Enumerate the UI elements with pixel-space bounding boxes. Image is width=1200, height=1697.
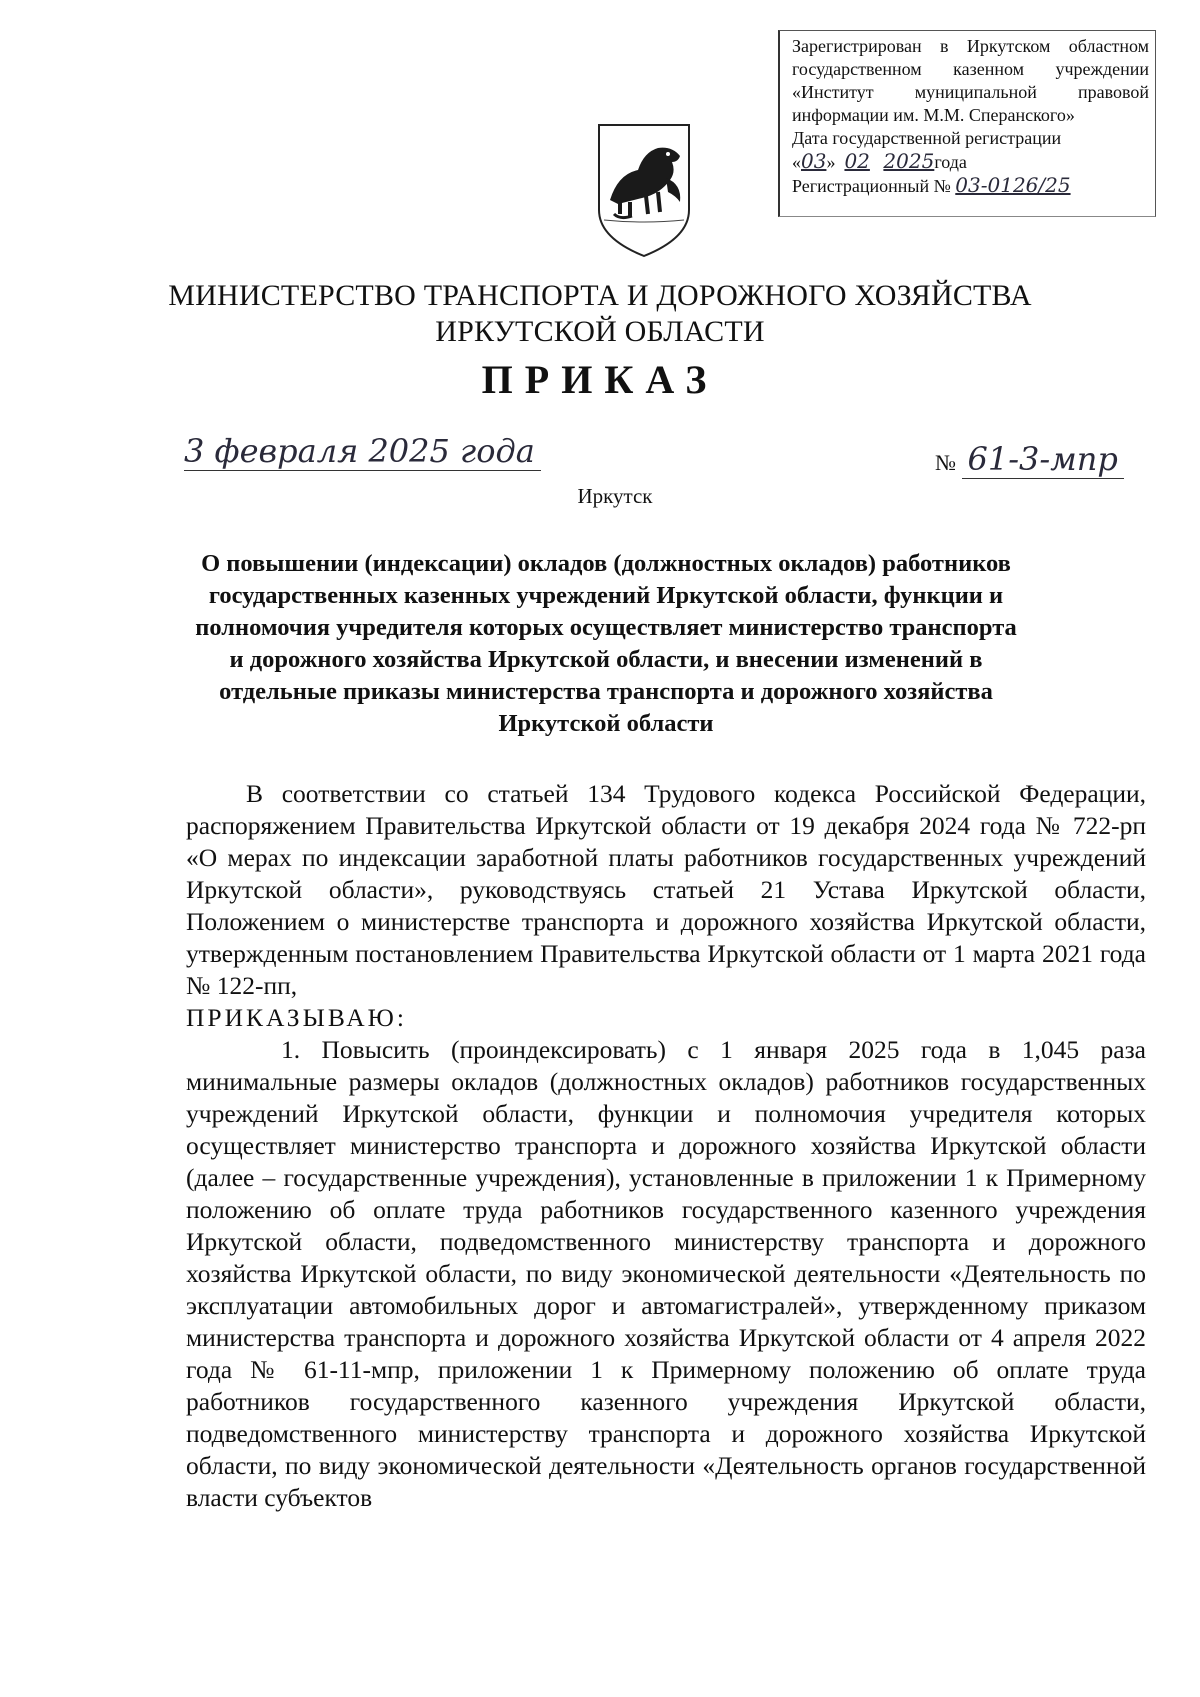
order-heading — [150, 548, 1062, 740]
ministry-line: МИНИСТЕРСТВО ТРАНСПОРТА И ДОРОЖНОГО ХОЗЯЙСТВА — [168, 279, 1032, 312]
stamp-date-day: 03 — [801, 149, 827, 173]
heading-line: полномочия учредителя которых осуществляет министерство транспорта — [195, 614, 1017, 641]
city-name: Иркутск — [577, 484, 653, 508]
heading-line: и дорожного хозяйства Иркутской области, и внесении изменений в — [229, 646, 983, 673]
heading-line: отдельные приказы министерства транспорта и дорожного хозяйства — [219, 678, 993, 705]
stamp-date-month: 02 — [844, 149, 870, 173]
stamp-reg-line — [792, 174, 1149, 198]
heading-line: государственных казенных учреждений Иркутской области, функции и — [208, 582, 1004, 609]
stamp-date-open: « — [792, 152, 801, 172]
heading-line: О повышении (индексации) окладов (должностных окладов) работников — [201, 550, 1011, 577]
stamp-date-line — [792, 150, 1149, 174]
order-number — [935, 440, 1124, 478]
stamp-reg-number: 03-0126/25 — [955, 173, 1071, 197]
registration-stamp — [778, 30, 1156, 217]
order-word: ПРИКАЗЫВАЮ: — [186, 1003, 407, 1032]
stamp-reg-label: Регистрационный № — [792, 176, 951, 196]
body-paragraph: В соответствии со статьей 134 Трудового кодекса Российской Федерации, распоряжением Правительства Иркутской области от 19 декабря 2024 года № 722-рп «О мерах по индексации заработной платы работников государственных учреждений Иркутской области», руководствуясь статьей 21 Устава Иркутской области, Положением о министерстве транспорта и дорожного хозяйства Иркутской области, утвержденным постановлением Правительства Иркутской области от 1 марта 2021 года № 122-пп, — [186, 779, 1146, 1000]
document-type-title: ПРИКАЗ — [481, 357, 719, 402]
coat-of-arms-icon — [596, 122, 692, 262]
stamp-date-suffix: года — [934, 152, 967, 172]
handwritten-date: 3 февраля 2025 года — [184, 432, 541, 471]
stamp-date-close: » — [826, 152, 836, 172]
heading-line: Иркутской области — [498, 710, 714, 737]
stamp-line: информации им. М.М. Сперанского» — [792, 105, 1075, 125]
stamp-line: государственном казенном учреждении — [792, 59, 1149, 79]
stamp-line: Дата государственной регистрации — [792, 128, 1062, 148]
ministry-name — [150, 278, 1050, 350]
order-body — [186, 778, 1146, 1514]
stamp-date-year: 2025 — [883, 149, 935, 173]
body-paragraph: 1. Повысить (проиндексировать) с 1 января 2025 года в 1,045 раза минимальные размеры окладов (должностных окладов) работников государственных учреждений Иркутской области, функции и полномочия учредителя которых осуществляет министерство транспорта и дорожного хозяйства Иркутской области (далее – государственные учреждения), установленные в приложении 1 к Примерному положению об оплате труда работников государственного казенного учреждения Иркутской области, подведомственного министерству транспорта и дорожного хозяйства Иркутской области, по виду экономической деятельности «Деятельность по эксплуатации автомобильных дорог и автомагистралей», утвержденному приказом министерства транспорта и дорожного хозяйства Иркутской области от 4 апреля 2022 года № 61-11-мпр, приложении 1 к Примерному положению об оплате труда работников государственного казенного учреждения Иркутской области, подведомственного министерству транспорта и дорожного хозяйства Иркутской области, по виду экономической деятельности «Деятельность органов государственной власти субъектов — [186, 1035, 1146, 1512]
ministry-line: ИРКУТСКОЙ ОБЛАСТИ — [435, 315, 765, 348]
number-label: № — [935, 450, 956, 475]
handwritten-number: 61-3-мпр — [962, 440, 1124, 479]
stamp-line: «Институт муниципальной правовой — [792, 82, 1149, 102]
stamp-line: Зарегистрирован в Иркутском областном — [792, 36, 1149, 56]
